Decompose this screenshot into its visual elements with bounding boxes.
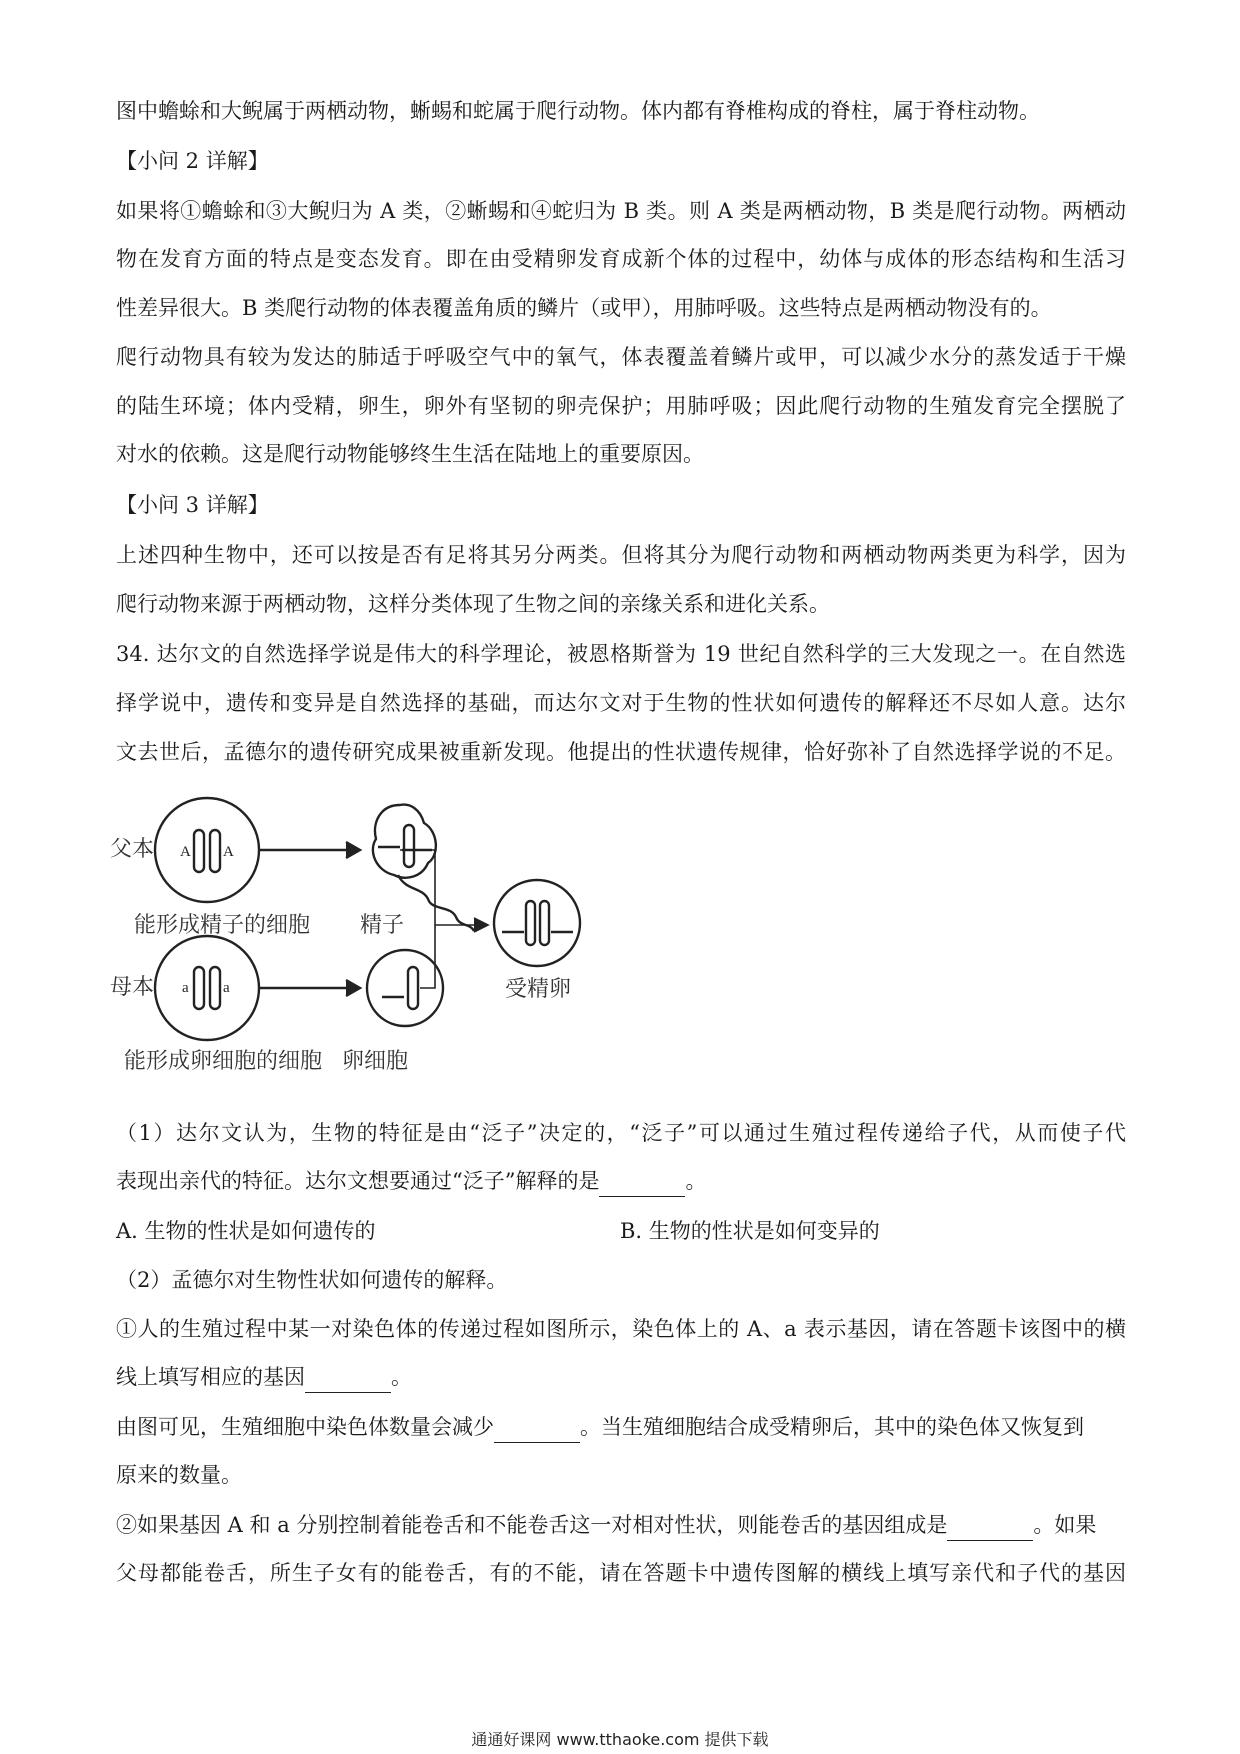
zygote-caption: 受精卵: [505, 977, 572, 1002]
question-2-text: （2）孟德尔对生物性状如何遗传的解释。: [116, 1268, 508, 1292]
egg-forming-cell-caption: 能形成卵细胞的细胞: [124, 1049, 323, 1074]
paragraph-line: 上述四种生物中，还可以按是否有足将其另分两类。但将其分为爬行动物和两栖动物两类更为科学，因为: [116, 543, 1126, 567]
question-1-text: 表现出亲代的特征。达尔文想要通过“泛子”解释的是 。: [116, 1166, 1126, 1197]
mother-label: 母本: [110, 975, 155, 1000]
sperm-forming-cell-caption: 能形成精子的细胞: [134, 913, 311, 938]
question-2-1-text: ①人的生殖过程中某一对染色体的传递过程如图所示，染色体上的 A、a 表示基因，请在答题卡该图中的横: [116, 1317, 1126, 1341]
option-a[interactable]: A. 生物的性状是如何遗传的: [116, 1219, 376, 1243]
question-2-1-text: 线上填写相应的基因 。: [116, 1362, 1126, 1393]
option-b[interactable]: B. 生物的性状是如何变异的: [620, 1219, 880, 1243]
gene-label-lower-left: a: [182, 980, 189, 996]
paragraph-line: 图中蟾蜍和大鲵属于两栖动物，蜥蜴和蛇属于爬行动物。体内都有脊椎构成的脊柱，属于脊柱动物。: [116, 99, 1040, 123]
answer-blank[interactable]: [494, 1412, 580, 1443]
answer-blank[interactable]: [305, 1362, 391, 1393]
question-2-3-text: ②如果基因 A 和 a 分别控制着能卷舌和不能卷舌这一对相对性状，则能卷舌的基因组成是 。如果: [116, 1510, 1126, 1541]
question-2-2-text: 原来的数量。: [116, 1463, 242, 1487]
section-heading: 【小问 2 详解】: [116, 149, 269, 173]
question-1-text: （1）达尔文认为，生物的特征是由“泛子”决定的，“泛子”可以通过生殖过程传递给子代，从而使子代: [116, 1121, 1126, 1145]
gene-label-upper-left: A: [180, 844, 191, 860]
egg-caption: 卵细胞: [342, 1049, 409, 1074]
paragraph-line: 爬行动物来源于两栖动物，这样分类体现了生物之间的亲缘关系和进化关系。: [116, 592, 830, 616]
sperm-caption: 精子: [360, 913, 405, 938]
paragraph-line: 物在发育方面的特点是变态发育。即在由受精卵发育成新个体的过程中，幼体与成体的形态结构和生活习: [116, 247, 1126, 271]
sperm-forming-cell: [155, 798, 259, 902]
paragraph-line: 的陆生环境；体内受精，卵生，卵外有坚韧的卵壳保护；用肺呼吸；因此爬行动物的生殖发育完全摆脱了: [116, 394, 1126, 418]
paragraph-line: 如果将①蟾蜍和③大鲵归为 A 类，②蜥蜴和④蛇归为 B 类。则 A 类是两栖动物，B 类是爬行动物。两栖动: [116, 199, 1126, 223]
paragraph-line: 对水的依赖。这是爬行动物能够终生生活在陆地上的重要原因。: [116, 442, 704, 466]
question-2-2-text: 由图可见，生殖细胞中染色体数量会减少 。当生殖细胞结合成受精卵后，其中的染色体又恢复到: [116, 1412, 1126, 1443]
answer-blank[interactable]: [947, 1510, 1033, 1541]
question-34-text: 34. 达尔文的自然选择学说是伟大的科学理论，被恩格斯誉为 19 世纪自然科学的三大发现之一。在自然选: [116, 642, 1126, 666]
page-footer: 通通好课网 www.tthaoke.com 提供下载: [471, 1730, 769, 1749]
father-label: 父本: [110, 837, 155, 862]
question-34-text: 文去世后，孟德尔的遗传研究成果被重新发现。他提出的性状遗传规律，恰好弥补了自然选择学说的不足。: [116, 740, 1126, 764]
paragraph-line: 爬行动物具有较为发达的肺适于呼吸空气中的氧气，体表覆盖着鳞片或甲，可以减少水分的蒸发适于干燥: [116, 345, 1126, 369]
answer-blank[interactable]: [599, 1166, 685, 1197]
zygote-cell: [494, 880, 580, 966]
chromosome-transmission-diagram: [110, 795, 670, 1095]
gene-label-lower-right: a: [223, 980, 230, 996]
paragraph-line: 性差异很大。B 类爬行动物的体表覆盖角质的鳞片（或甲），用肺呼吸。这些特点是两栖动物没有的。: [116, 296, 1052, 320]
gene-label-upper-right: A: [223, 844, 234, 860]
section-heading: 【小问 3 详解】: [116, 493, 269, 517]
egg-forming-cell: [155, 936, 259, 1040]
sperm-tail: [398, 875, 474, 931]
question-34-text: 择学说中，遗传和变异是自然选择的基础，而达尔文对于生物的性状如何遗传的解释还不尽如人意。达尔: [116, 691, 1126, 715]
question-2-3-text: 父母都能卷舌，所生子女有的能卷舌，有的不能，请在答题卡中遗传图解的横线上填写亲代和子代的基因: [116, 1561, 1126, 1585]
